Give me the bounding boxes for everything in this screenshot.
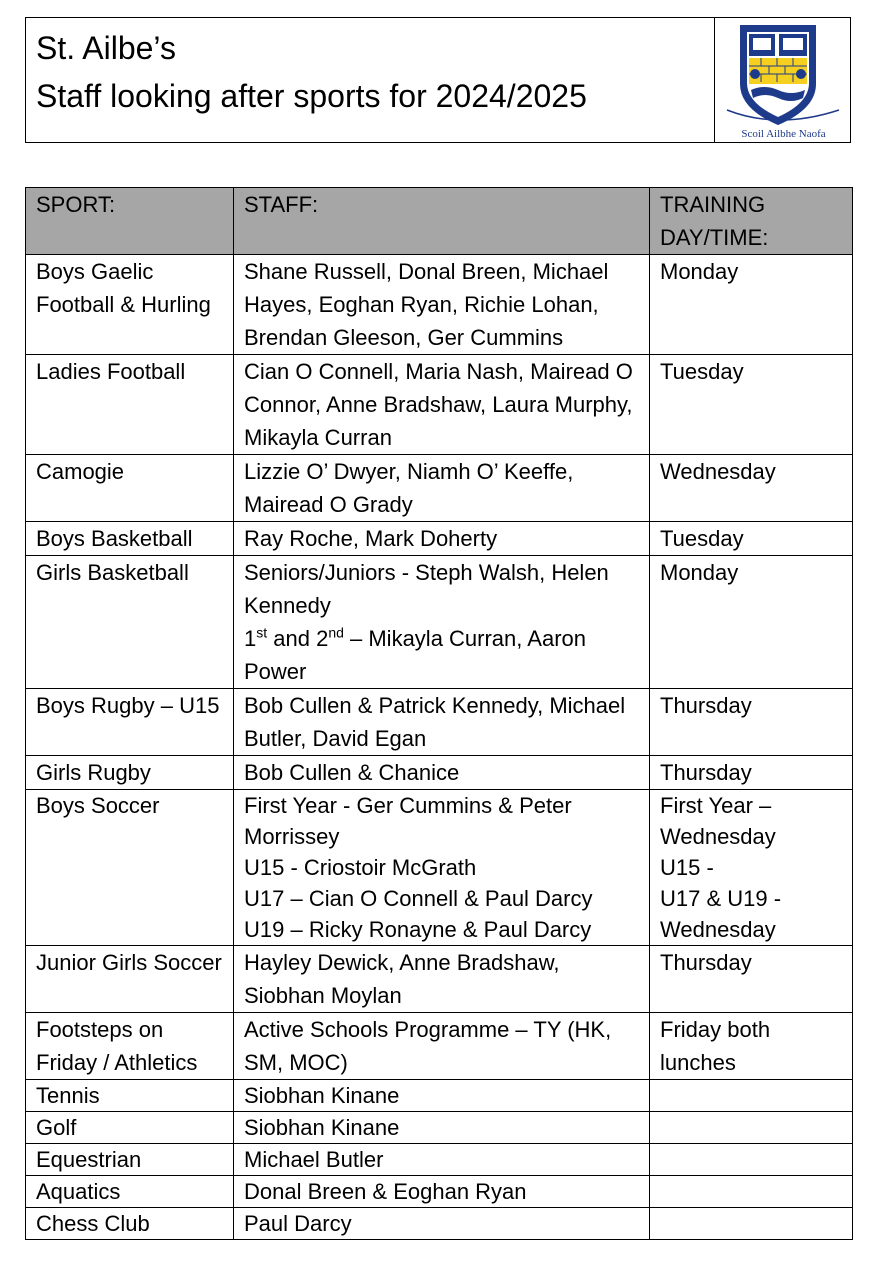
- staff-cell: [234, 556, 650, 689]
- sport-cell: Golf: [26, 1112, 234, 1144]
- training-cell: Wednesday: [650, 455, 853, 522]
- document-title: Staff looking after sports for 2024/2025: [36, 78, 587, 114]
- table-row: [26, 946, 853, 1013]
- table-row: [26, 556, 853, 689]
- staff-line: U15 - Criostoir McGrath: [244, 855, 477, 880]
- staff-cell: Shane Russell, Donal Breen, Michael Hayes, Eoghan Ryan, Richie Lohan, Brendan Gleeson, Ger Cummins: [234, 255, 650, 355]
- staff-cell: Michael Butler: [234, 1144, 650, 1176]
- table-row: [26, 1112, 853, 1144]
- table-row: [26, 1208, 853, 1240]
- sport-cell: Aquatics: [26, 1176, 234, 1208]
- staff-cell: Ray Roche, Mark Doherty: [234, 522, 650, 556]
- training-cell: Tuesday: [650, 355, 853, 455]
- sport-cell: Boys Rugby – U15: [26, 689, 234, 756]
- table-row: [26, 355, 853, 455]
- sport-cell: Junior Girls Soccer: [26, 946, 234, 1013]
- staff-cell: Donal Breen & Eoghan Ryan: [234, 1176, 650, 1208]
- staff-cell: Cian O Connell, Maria Nash, Mairead O Connor, Anne Bradshaw, Laura Murphy, Mikayla Curran: [234, 355, 650, 455]
- table-row: [26, 1176, 853, 1208]
- staff-cell: Lizzie O’ Dwyer, Niamh O’ Keeffe, Mairead O Grady: [234, 455, 650, 522]
- training-cell: Monday: [650, 255, 853, 355]
- logo-cell: [714, 18, 851, 142]
- staff-cell: Paul Darcy: [234, 1208, 650, 1240]
- training-cell: [650, 790, 853, 946]
- training-cell: [650, 1144, 853, 1176]
- training-cell: [650, 1080, 853, 1112]
- title-box: [25, 17, 851, 143]
- training-cell: Friday both lunches: [650, 1013, 853, 1080]
- table-row: [26, 689, 853, 756]
- sport-cell: Boys Gaelic Football & Hurling: [26, 255, 234, 355]
- column-header-sport: SPORT:: [26, 188, 234, 255]
- training-cell: Thursday: [650, 946, 853, 1013]
- staff-line-years: 1st and 2nd – Mikayla Curran, Aaron Power: [244, 624, 586, 684]
- sport-cell: Boys Basketball: [26, 522, 234, 556]
- staff-line: First Year - Ger Cummins & Peter Morrissey: [244, 793, 572, 849]
- sport-cell: Camogie: [26, 455, 234, 522]
- staff-line: U17 – Cian O Connell & Paul Darcy: [244, 886, 593, 911]
- staff-cell: Active Schools Programme – TY (HK, SM, MOC): [234, 1013, 650, 1080]
- sport-cell: Girls Rugby: [26, 756, 234, 790]
- column-header-staff: STAFF:: [234, 188, 650, 255]
- training-cell: Thursday: [650, 756, 853, 790]
- sports-staff-table: [25, 187, 853, 1240]
- training-line: U17 & U19 - Wednesday: [660, 886, 782, 942]
- table-row: [26, 790, 853, 946]
- column-header-training-line2: DAY/TIME:: [660, 225, 769, 250]
- training-line: First Year – Wednesday: [660, 793, 776, 849]
- training-line: U15 -: [660, 855, 714, 880]
- table-row: [26, 255, 853, 355]
- staff-cell: Siobhan Kinane: [234, 1080, 650, 1112]
- page-title: [36, 24, 587, 120]
- column-header-training-line1: TRAINING: [660, 192, 766, 217]
- staff-cell: Siobhan Kinane: [234, 1112, 650, 1144]
- table-row: [26, 1144, 853, 1176]
- staff-line: Seniors/Juniors - Steph Walsh, Helen Kennedy: [244, 560, 609, 618]
- school-name-caption: Scoil Ailbhe Naofa: [741, 128, 826, 140]
- table-row: [26, 1013, 853, 1080]
- table-row: [26, 455, 853, 522]
- school-title: St. Ailbe’s: [36, 30, 176, 66]
- training-cell: [650, 1112, 853, 1144]
- column-header-training: [650, 188, 853, 255]
- staff-cell: [234, 790, 650, 946]
- training-cell: [650, 1176, 853, 1208]
- sport-cell: Chess Club: [26, 1208, 234, 1240]
- sport-cell: Footsteps on Friday / Athletics: [26, 1013, 234, 1080]
- school-crest-logo: [723, 20, 843, 130]
- training-cell: Thursday: [650, 689, 853, 756]
- staff-cell: Hayley Dewick, Anne Bradshaw, Siobhan Moylan: [234, 946, 650, 1013]
- sport-cell: Boys Soccer: [26, 790, 234, 946]
- table-row: [26, 756, 853, 790]
- sport-cell: Equestrian: [26, 1144, 234, 1176]
- staff-cell: Bob Cullen & Chanice: [234, 756, 650, 790]
- sport-cell: Tennis: [26, 1080, 234, 1112]
- sport-cell: Girls Basketball: [26, 556, 234, 689]
- table-header-row: [26, 188, 853, 255]
- training-cell: Monday: [650, 556, 853, 689]
- training-cell: [650, 1208, 853, 1240]
- table-row: [26, 522, 853, 556]
- staff-line: U19 – Ricky Ronayne & Paul Darcy: [244, 917, 592, 942]
- staff-cell: Bob Cullen & Patrick Kennedy, Michael Butler, David Egan: [234, 689, 650, 756]
- training-cell: Tuesday: [650, 522, 853, 556]
- sport-cell: Ladies Football: [26, 355, 234, 455]
- table-row: [26, 1080, 853, 1112]
